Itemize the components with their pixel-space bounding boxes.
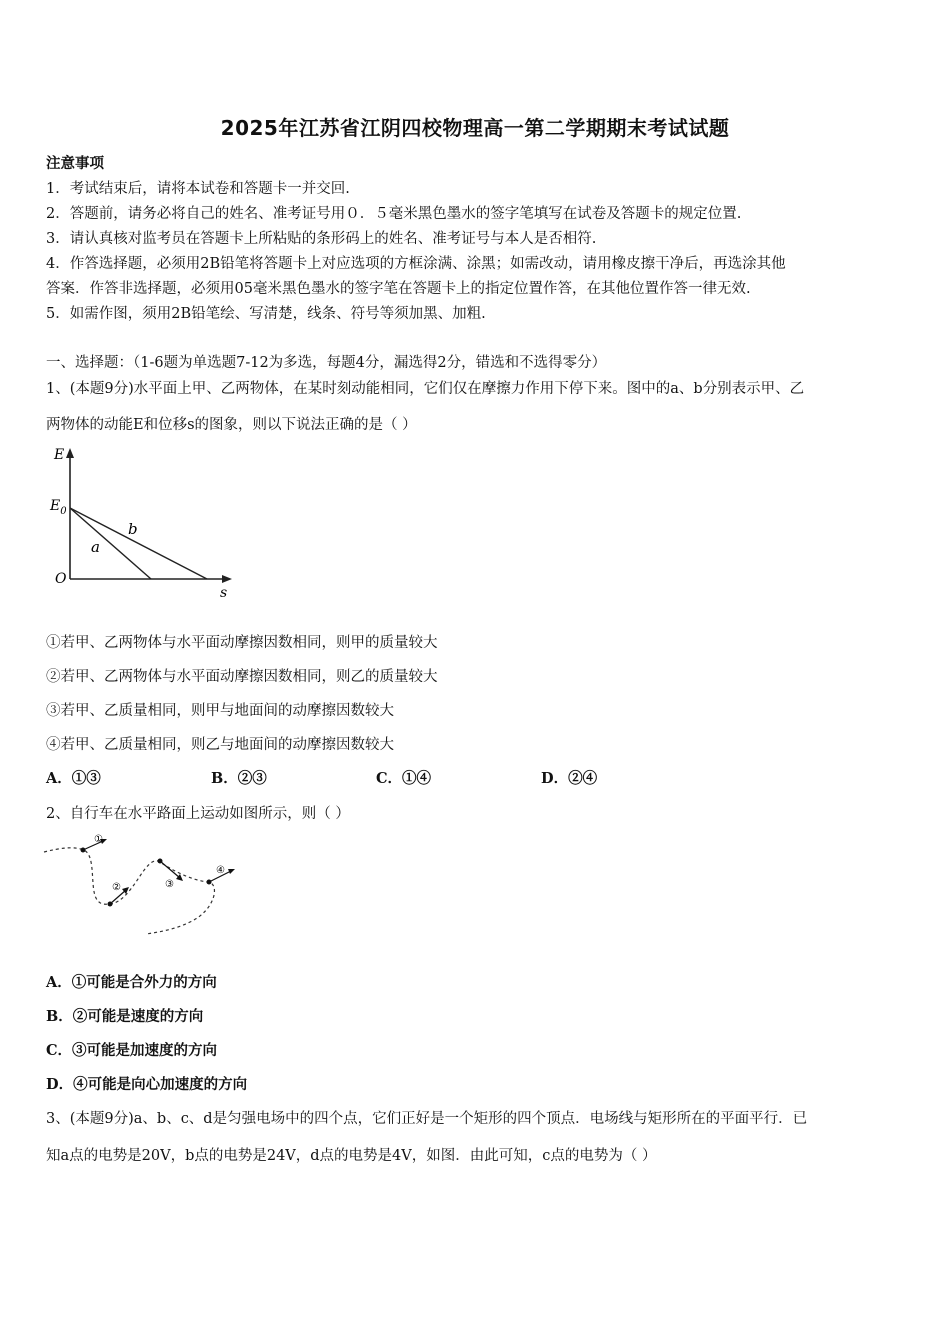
q3-stem-line2: 知a点的电势是20V，b点的电势是24V，d点的电势是4V，如图．由此可知，c点的电势为（ ）	[46, 1148, 657, 1164]
notice-item: 1．考试结束后，请将本试卷和答题卡一并交回.	[46, 181, 350, 197]
q2-option-a[interactable]: A．①可能是合外力的方向	[46, 974, 217, 991]
notice-item: 答案．作答非选择题，必须用05毫米黑色墨水的签字笔在答题卡上的指定位置作答，在其他位置作答一律无效.	[46, 281, 751, 297]
notice-heading: 注意事项	[46, 155, 104, 172]
notice-item: 5．如需作图，须用2B铅笔绘、写清楚，线条、符号等须加黑、加粗.	[46, 306, 486, 322]
q1-statement: ④若甲、乙质量相同，则乙与地面间的动摩擦因数较大	[46, 737, 394, 753]
q1-stem-line2: 两物体的动能E和位移s的图象，则以下说法正确的是（ ）	[46, 417, 417, 433]
line-b-label: b	[128, 520, 138, 538]
q1-statement: ③若甲、乙质量相同，则甲与地面间的动摩擦因数较大	[46, 703, 394, 719]
q1-option-d[interactable]: D．②④	[541, 770, 598, 787]
q1-statement: ①若甲、乙两物体与水平面动摩擦因数相同，则甲的质量较大	[46, 635, 438, 651]
notice-item: 2．答题前，请务必将自己的姓名、准考证号用０．５毫米黑色墨水的签字笔填写在试卷及答题卡的规定位置.	[46, 206, 742, 222]
marker-2: ②	[112, 882, 121, 893]
q2-option-b[interactable]: B．②可能是速度的方向	[46, 1008, 204, 1025]
line-a-label: a	[91, 538, 100, 556]
x-axis-label: s	[220, 585, 228, 601]
q3-stem-line1: 3、(本题9分)a、b、c、d是匀强电场中的四个点，它们正好是一个矩形的四个顶点．电场线与矩形所在的平面平行．已	[46, 1111, 808, 1127]
q1-stem-line1: 1、(本题9分)水平面上甲、乙两物体，在某时刻动能相同，它们仅在摩擦力作用下停下来。图中的a、b分别表示甲、乙	[46, 381, 805, 397]
marker-3: ③	[165, 879, 174, 890]
y-axis-arrow-icon	[66, 448, 74, 458]
section-heading: 一、选择题：（1-6题为单选题7-12为多选，每题4分，漏选得2分，错选和不选得零分）	[46, 355, 607, 371]
q2-option-c[interactable]: C．③可能是加速度的方向	[46, 1042, 218, 1059]
origin-label: O	[55, 571, 67, 587]
page-title: 2025年江苏省江阴四校物理高一第二学期期末考试试题	[220, 116, 730, 140]
marker-4: ④	[216, 865, 225, 876]
q1-option-b[interactable]: B．②③	[211, 770, 267, 787]
q1-option-a[interactable]: A．①③	[46, 770, 101, 787]
x-axis-arrow-icon	[222, 575, 232, 583]
q2-bicycle-path-figure	[40, 828, 250, 940]
q1-energy-displacement-graph	[44, 444, 244, 604]
q1-option-c[interactable]: C．①④	[376, 770, 432, 787]
q2-option-d[interactable]: D．④可能是向心加速度的方向	[46, 1076, 248, 1093]
q1-statement: ②若甲、乙两物体与水平面动摩擦因数相同，则乙的质量较大	[46, 669, 438, 685]
e0-label: $E_0$	[50, 498, 67, 517]
y-axis-label: E	[54, 447, 65, 463]
q2-stem: 2、自行车在水平路面上运动如图所示，则（ ）	[46, 806, 350, 822]
notice-item: 4．作答选择题，必须用2B铅笔将答题卡上对应选项的方框涂满、涂黑；如需改动，请用橡皮擦干净后，再选涂其他	[46, 256, 786, 272]
arrow-3	[160, 861, 180, 878]
notice-item: 3．请认真核对监考员在答题卡上所粘贴的条形码上的姓名、准考证号与本人是否相符.	[46, 231, 597, 247]
bicycle-path	[44, 848, 214, 934]
marker-1: ①	[94, 834, 103, 845]
arrow-4-head-icon	[228, 869, 235, 874]
